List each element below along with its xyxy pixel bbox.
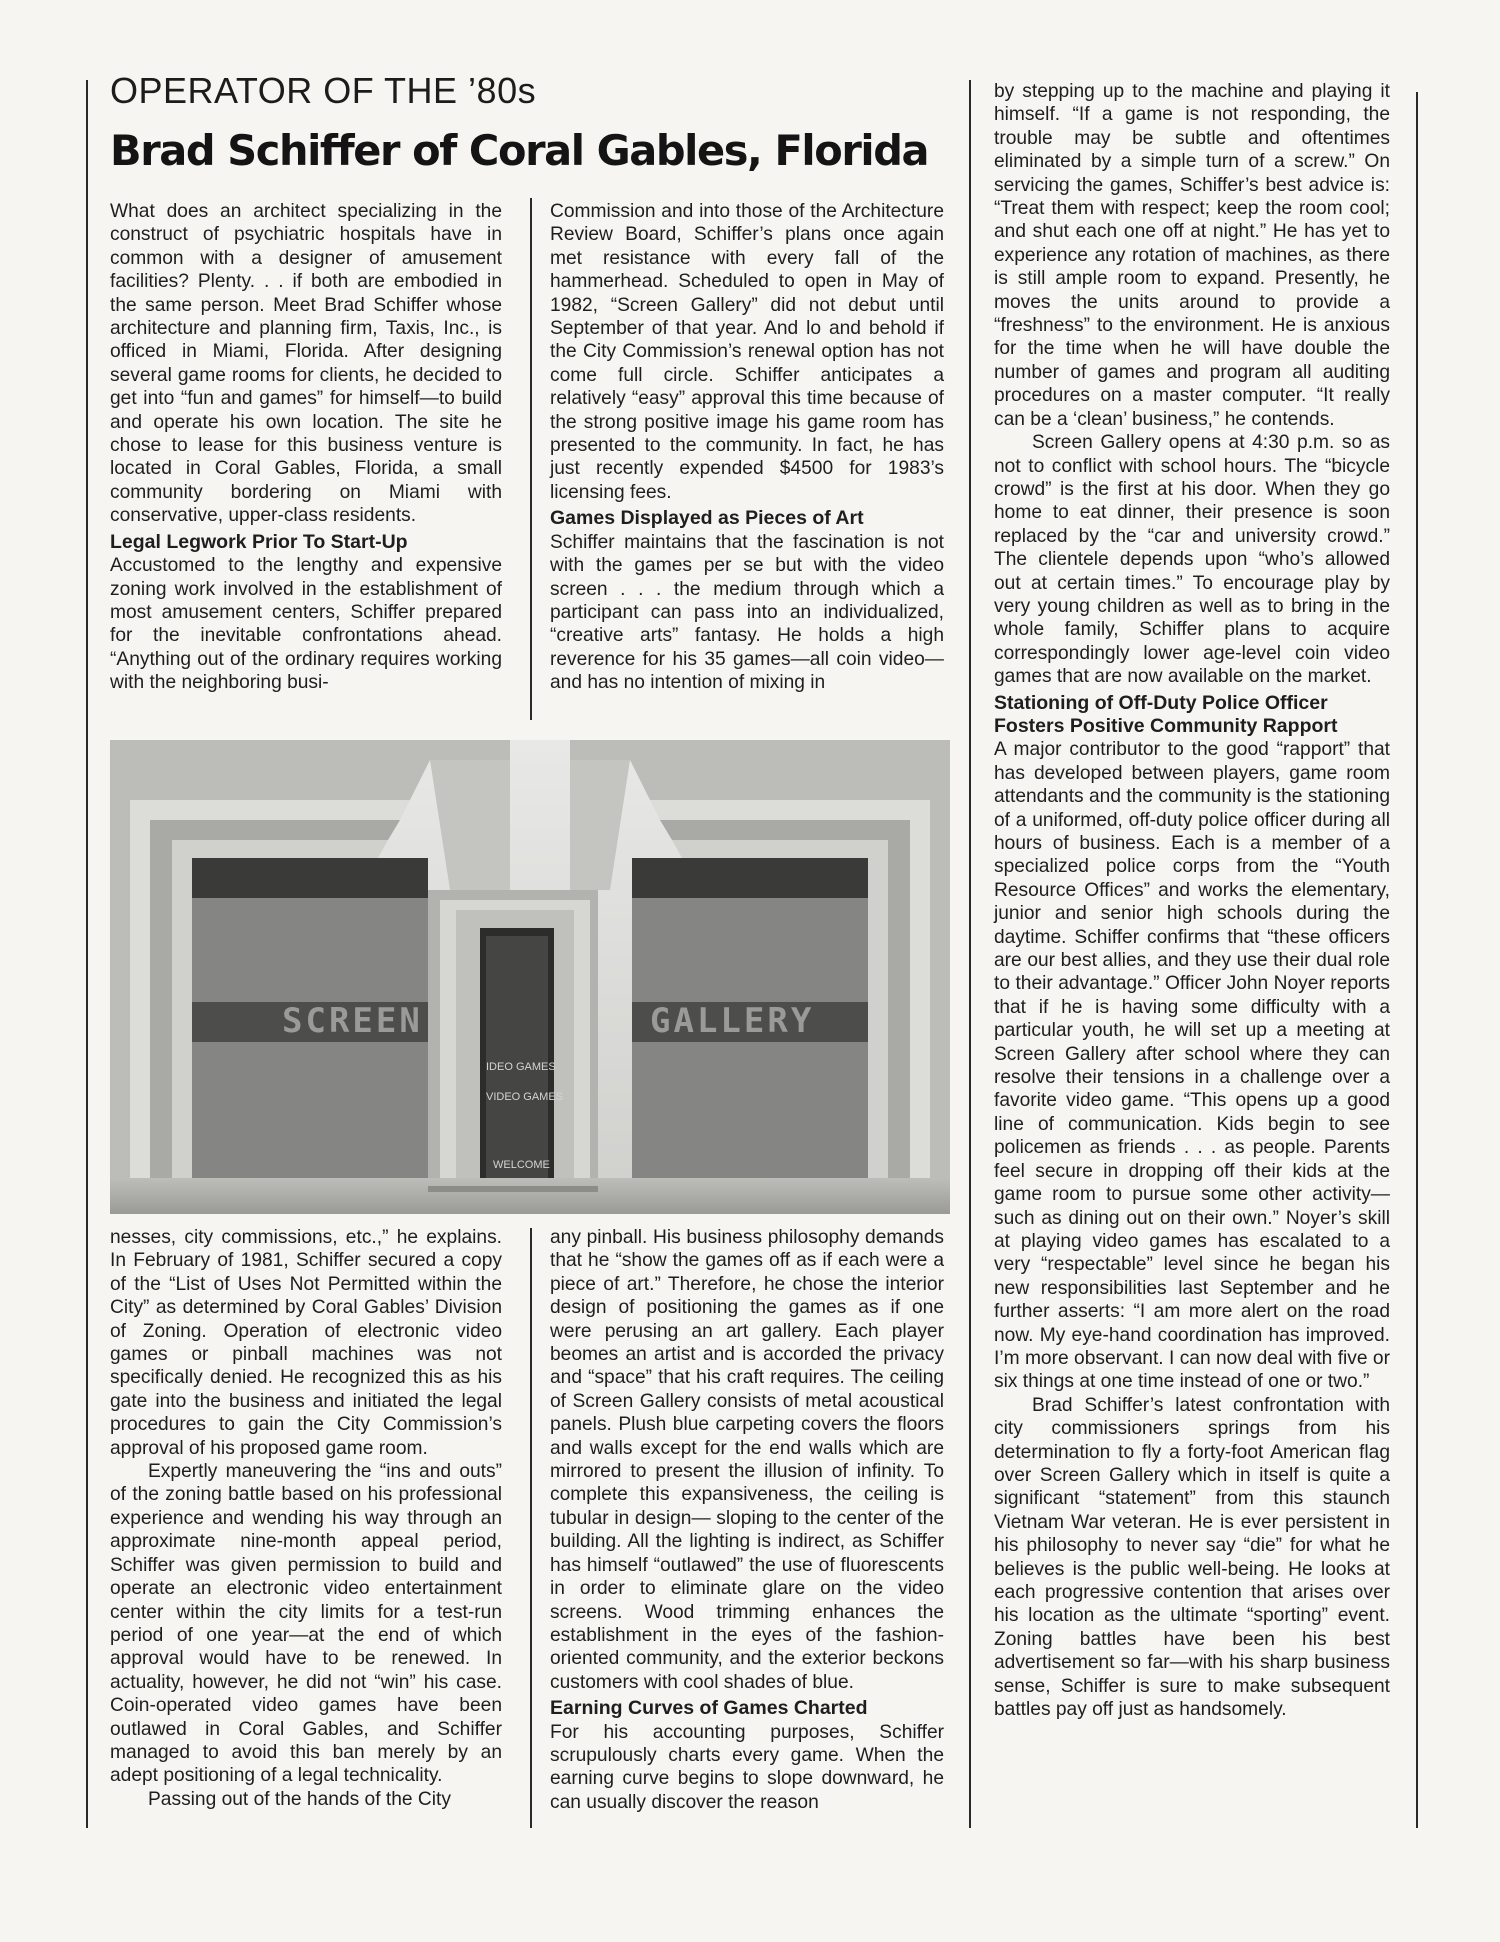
paragraph: What does an architect specializing in the construct of psychiatric hospitals have in common with a designer of amusement facilities? Plenty. . . if both are embodied in the same person. Meet Brad Schiffer whose architecture and planning firm, Taxis, Inc., is officed in Miami, Florida. After designing several game rooms for clients, he decided to get into “fun and games” for himself—to build and operate his own location. The site he chose to lease for this business venture is located in Coral Gables, Florida, a small community bordering on Miami with conservative, upper-class residents. — [110, 201, 502, 527]
subheading-earning-curves: Earning Curves of Games Charted — [550, 1697, 868, 1720]
paragraph: Schiffer maintains that the fascination is not with the games per se but with the video screen . . . the medium through which a participant can pass into an individualized, “creative arts” fantasy. He holds a high reverence for his 35 games—all coin video—and has no intention of mixing in — [550, 531, 944, 694]
sign-screen: SCREEN — [282, 1001, 423, 1041]
door-text-1: IDEO GAMES — [486, 1061, 556, 1073]
paragraph: by stepping up to the machine and playing it himself. “If a game is not responding, the trouble may be subtle and oftentimes eliminated by a simple turn of a screw.” On servicing the games, Schiffer’s best advice is: “Treat them with respect; keep the room cool; and shut each one off at night.” He has yet to experience any rotation of machines, as there is still ample room to expand. Presently, he moves the units around to provide a “freshness” to the environment. He is anxious for the time when he will have double the number of games and program all auditing procedures on a master computer. “It really can be a ‘clean’ business,” he contends. — [994, 81, 1390, 430]
column-rule-left — [86, 80, 88, 1828]
paragraph: A major contributor to the good “rapport” that has developed between players, game room attendants and the community is the stationing of a uniformed, off-duty police officer during all hours of business. Each is a member of a specialized police corps from the “Youth Resource Offices” and works the elementary, junior and senior high schools during the daytime. Schiffer confirms that “these officers are our best allies, and they use their dual role to their advantage.” Officer John Noyer reports that if he is having some difficulty with a particular youth, he will set up a meeting at Screen Gallery after school where they can resolve their tensions in a challenge over a favorite video game. “This opens up a good line of communication. Kids begin to see policemen as friends . . . as people. Parents feel secure in dropping off their kids at the game room to pursue some other activity—such as dining out on their own.” Noyer’s skill at playing video games has escalated to a very “respectable” level since he began his new responsibilities last September and he further asserts: “I am more alert on the road now. My eye-hand coordination has improved. I’m more observant. I can now deal with five or six things at one time instead of one or two.” — [994, 739, 1390, 1393]
column-rule-inner — [969, 80, 971, 1828]
subheading-police-officer: Stationing of Off-Duty Police Officer Fosters Positive Community Rapport — [994, 691, 1338, 737]
article-kicker: OPERATOR OF THE ’80s — [110, 70, 537, 111]
sign-gallery: GALLERY — [650, 1001, 815, 1041]
paragraph: Expertly maneuvering the “ins and outs” of the zoning battle based on his professional experience and wending his way through an approximate nine-month appeal period, Schiffer was given permission to build and operate an electronic video entertainment center within the city limits for a test-run period of one year—at the end of which approval would have to be renewed. In actuality, however, he did not “win” his case. Coin-operated video games have been outlawed in Coral Gables, and Schiffer managed to avoid this ban merely by an adept positioning of a legal technicality. — [110, 1461, 502, 1787]
door-text-2: VIDEO GAMES — [486, 1091, 564, 1103]
paragraph: any pinball. His business philosophy demands that he “show the games off as if each were a piece of art.” Therefore, he chose the interior design of positioning the games as if one were perusing an art gallery. Each player beomes an artist and is accorded the privacy and “space” that his craft requires. The ceiling of Screen Gallery consists of metal acoustical panels. Plush blue carpeting covers the floors and walls except for the end walls which are mirrored to present the illusion of infinity. To complete this expansiveness, the ceiling is tubular in design— sloping to the center of the building. All the lighting is indirect, as Schiffer has himself “outlawed” the use of fluorescents in order to eliminate glare on the video screens. Wood trimming enhances the establishment in the eyes of the fashion-oriented community, and the exterior beckons customers with cool shades of blue. — [550, 1227, 944, 1693]
paragraph: Commission and into those of the Architecture Review Board, Schiffer’s plans once again met resistance with every fall of the hammerhead. Scheduled to open in May of 1982, “Screen Gallery” did not debut until September of that year. And lo and behold if the City Commission’s renewal option has not come full circle. Schiffer anticipates a relatively “easy” approval this time because of the strong positive image his game room has presented to the community. In fact, he has just recently expended $4500 for 1983’s licensing fees. — [550, 201, 944, 503]
column-1-bottom — [110, 1226, 502, 1811]
paragraph: Accustomed to the lengthy and expensive zoning work involved in the establishment of most amusement centers, Schiffer prepared for the inevitable confrontations ahead. “Anything out of the ordinary requires working with the neighboring busi- — [110, 555, 502, 694]
column-1-top — [110, 200, 502, 695]
paragraph: nesses, city commissions, etc.,” he explains. In February of 1981, Schiffer secured a copy of the “List of Uses Not Permitted within the City” as determined by Coral Gables’ Division of Zoning. Operation of electronic video games or pinball machines was not specifically denied. He recognized this as his gate into the business and initiated the legal procedures to gain the City Commission’s approval of his proposed game room. — [110, 1227, 502, 1459]
paragraph: For his accounting purposes, Schiffer scrupulously charts every game. When the earning curve begins to slope downward, he can usually discover the reason — [550, 1721, 944, 1813]
paragraph: Brad Schiffer’s latest confrontation with city commissioners springs from his determination to fly a forty-foot American flag over Screen Gallery which in itself is quite a significant “statement” from this staunch Vietnam War veteran. He is ever persistent in his philosophy to never say “die” for what he believes is the public well-being. He looks at each progressive contention that arises over his location as the ultimate “sporting” event. Zoning battles have been his best advertisement so far—with his sharp business sense, Schiffer is sure to make subsequent battles pay off just as handsomely. — [994, 1394, 1390, 1721]
column-2-top — [550, 200, 944, 695]
paragraph: Passing out of the hands of the City — [148, 1788, 451, 1810]
column-2-bottom — [550, 1226, 944, 1814]
column-rule-center-bottom — [530, 1228, 532, 1828]
paragraph: Screen Gallery opens at 4:30 p.m. so as not to conflict with school hours. The “bicycle crowd” is the first at his door. When they go home to eat dinner, their presence is soon replaced by the “car and university crowd.” The clientele depends upon “who’s allowed out at certain times.” To encourage play by very young children as well as to bring in the whole family, Schiffer plans to acquire correspondingly lower age-level coin video games that are now available on the market. — [994, 432, 1390, 688]
article-headline: Brad Schiffer of Coral Gables, Florida — [110, 126, 929, 175]
door-text-3: WELCOME — [493, 1159, 550, 1171]
subheading-legal-legwork: Legal Legwork Prior To Start-Up — [110, 530, 408, 553]
column-rule-center-top — [530, 198, 532, 720]
storefront-photo — [110, 740, 950, 1214]
subheading-games-art: Games Displayed as Pieces of Art — [550, 507, 864, 530]
column-rule-right — [1416, 92, 1418, 1828]
column-3 — [994, 80, 1390, 1721]
